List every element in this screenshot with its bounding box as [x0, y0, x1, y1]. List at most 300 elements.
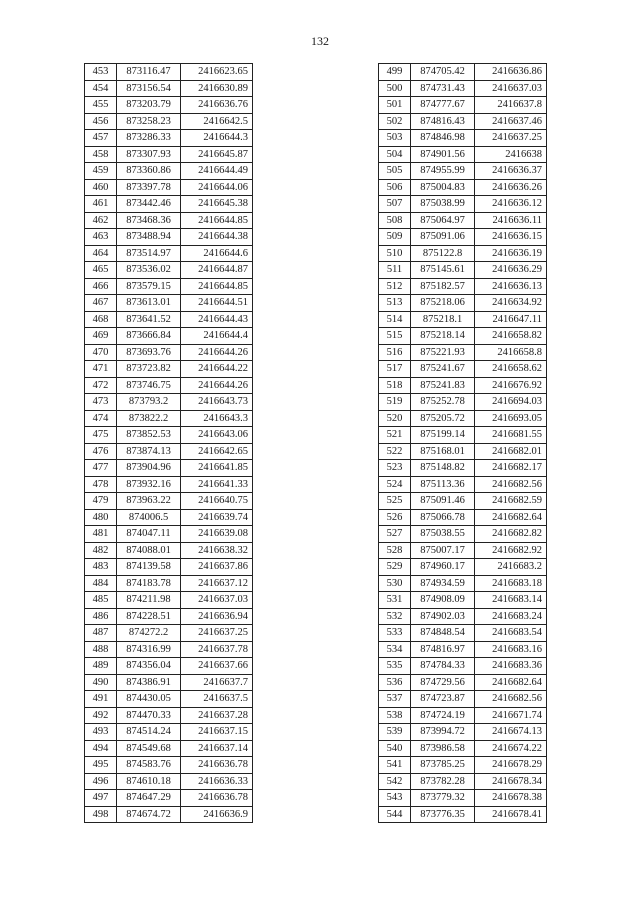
x-coordinate-cell: 873397.78 — [117, 179, 181, 196]
y-coordinate-cell: 2416623.65 — [181, 64, 253, 81]
y-coordinate-cell: 2416644.51 — [181, 295, 253, 312]
y-coordinate-cell: 2416637.12 — [181, 575, 253, 592]
point-number-cell: 471 — [85, 361, 117, 378]
y-coordinate-cell: 2416640.75 — [181, 493, 253, 510]
point-number-cell: 540 — [379, 740, 411, 757]
y-coordinate-cell: 2416641.33 — [181, 476, 253, 493]
x-coordinate-cell: 875199.14 — [411, 427, 475, 444]
x-coordinate-cell: 874430.05 — [117, 691, 181, 708]
table-row — [379, 97, 547, 114]
point-number-cell: 495 — [85, 757, 117, 774]
point-number-cell: 480 — [85, 509, 117, 526]
y-coordinate-cell: 2416682.59 — [475, 493, 547, 510]
x-coordinate-cell: 874316.99 — [117, 641, 181, 658]
y-coordinate-cell: 2416683.14 — [475, 592, 547, 609]
point-number-cell: 526 — [379, 509, 411, 526]
table-row — [379, 575, 547, 592]
x-coordinate-cell: 873468.36 — [117, 212, 181, 229]
point-number-cell: 465 — [85, 262, 117, 279]
y-coordinate-cell: 2416644.38 — [181, 229, 253, 246]
point-number-cell: 473 — [85, 394, 117, 411]
point-number-cell: 488 — [85, 641, 117, 658]
x-coordinate-cell: 874139.58 — [117, 559, 181, 576]
point-number-cell: 530 — [379, 575, 411, 592]
table-row — [379, 130, 547, 147]
point-number-cell: 475 — [85, 427, 117, 444]
x-coordinate-cell: 874784.33 — [411, 658, 475, 675]
y-coordinate-cell: 2416681.55 — [475, 427, 547, 444]
point-number-cell: 486 — [85, 608, 117, 625]
y-coordinate-cell: 2416637.66 — [181, 658, 253, 675]
x-coordinate-cell: 873785.25 — [411, 757, 475, 774]
x-coordinate-cell: 875205.72 — [411, 410, 475, 427]
y-coordinate-cell: 2416678.29 — [475, 757, 547, 774]
x-coordinate-cell: 875218.06 — [411, 295, 475, 312]
table-row — [85, 179, 253, 196]
point-number-cell: 457 — [85, 130, 117, 147]
y-coordinate-cell: 2416644.06 — [181, 179, 253, 196]
point-number-cell: 514 — [379, 311, 411, 328]
x-coordinate-cell: 873579.15 — [117, 278, 181, 295]
x-coordinate-cell: 874549.68 — [117, 740, 181, 757]
point-number-cell: 505 — [379, 163, 411, 180]
table-row — [379, 311, 547, 328]
y-coordinate-cell: 2416644.4 — [181, 328, 253, 345]
y-coordinate-cell: 2416636.78 — [181, 790, 253, 807]
x-coordinate-cell: 874183.78 — [117, 575, 181, 592]
y-coordinate-cell: 2416636.37 — [475, 163, 547, 180]
point-number-cell: 479 — [85, 493, 117, 510]
y-coordinate-cell: 2416674.13 — [475, 724, 547, 741]
x-coordinate-cell: 873307.93 — [117, 146, 181, 163]
x-coordinate-cell: 874816.43 — [411, 113, 475, 130]
x-coordinate-cell: 875091.06 — [411, 229, 475, 246]
point-number-cell: 534 — [379, 641, 411, 658]
point-number-cell: 513 — [379, 295, 411, 312]
table-row — [85, 64, 253, 81]
x-coordinate-cell: 874272.2 — [117, 625, 181, 642]
point-number-cell: 469 — [85, 328, 117, 345]
x-coordinate-cell: 874901.56 — [411, 146, 475, 163]
y-coordinate-cell: 2416644.49 — [181, 163, 253, 180]
x-coordinate-cell: 875241.67 — [411, 361, 475, 378]
table-row — [379, 592, 547, 609]
table-row — [85, 295, 253, 312]
table-row — [85, 377, 253, 394]
table-row — [85, 658, 253, 675]
point-number-cell: 481 — [85, 526, 117, 543]
point-number-cell: 524 — [379, 476, 411, 493]
point-number-cell: 454 — [85, 80, 117, 97]
table-row — [85, 311, 253, 328]
point-number-cell: 478 — [85, 476, 117, 493]
point-number-cell: 482 — [85, 542, 117, 559]
table-row — [85, 493, 253, 510]
table-row — [85, 130, 253, 147]
x-coordinate-cell: 874583.76 — [117, 757, 181, 774]
y-coordinate-cell: 2416636.11 — [475, 212, 547, 229]
point-number-cell: 502 — [379, 113, 411, 130]
y-coordinate-cell: 2416683.16 — [475, 641, 547, 658]
y-coordinate-cell: 2416676.92 — [475, 377, 547, 394]
y-coordinate-cell: 2416637.46 — [475, 113, 547, 130]
x-coordinate-cell: 875221.93 — [411, 344, 475, 361]
x-coordinate-cell: 873822.2 — [117, 410, 181, 427]
x-coordinate-cell: 875064.97 — [411, 212, 475, 229]
x-coordinate-cell: 873776.35 — [411, 806, 475, 823]
x-coordinate-cell: 874729.56 — [411, 674, 475, 691]
x-coordinate-cell: 874088.01 — [117, 542, 181, 559]
table-row — [379, 608, 547, 625]
x-coordinate-cell: 874356.04 — [117, 658, 181, 675]
y-coordinate-cell: 2416644.26 — [181, 377, 253, 394]
point-number-cell: 462 — [85, 212, 117, 229]
table-row — [379, 707, 547, 724]
point-number-cell: 503 — [379, 130, 411, 147]
x-coordinate-cell: 874934.59 — [411, 575, 475, 592]
x-coordinate-cell: 874908.09 — [411, 592, 475, 609]
y-coordinate-cell: 2416636.78 — [181, 757, 253, 774]
x-coordinate-cell: 873442.46 — [117, 196, 181, 213]
point-number-cell: 494 — [85, 740, 117, 757]
x-coordinate-cell: 874955.99 — [411, 163, 475, 180]
table-row — [85, 427, 253, 444]
y-coordinate-cell: 2416637.86 — [181, 559, 253, 576]
point-number-cell: 539 — [379, 724, 411, 741]
y-coordinate-cell: 2416637.78 — [181, 641, 253, 658]
table-row — [85, 97, 253, 114]
y-coordinate-cell: 2416636.86 — [475, 64, 547, 81]
table-row — [85, 278, 253, 295]
y-coordinate-cell: 2416644.85 — [181, 278, 253, 295]
table-row — [379, 245, 547, 262]
y-coordinate-cell: 2416643.73 — [181, 394, 253, 411]
table-row — [85, 625, 253, 642]
point-number-cell: 515 — [379, 328, 411, 345]
point-number-cell: 533 — [379, 625, 411, 642]
y-coordinate-cell: 2416630.89 — [181, 80, 253, 97]
y-coordinate-cell: 2416639.08 — [181, 526, 253, 543]
point-number-cell: 485 — [85, 592, 117, 609]
y-coordinate-cell: 2416644.26 — [181, 344, 253, 361]
table-row — [379, 377, 547, 394]
x-coordinate-cell: 875038.55 — [411, 526, 475, 543]
x-coordinate-cell: 873874.13 — [117, 443, 181, 460]
y-coordinate-cell: 2416644.6 — [181, 245, 253, 262]
x-coordinate-cell: 874674.72 — [117, 806, 181, 823]
point-number-cell: 477 — [85, 460, 117, 477]
table-row — [379, 526, 547, 543]
table-row — [85, 724, 253, 741]
y-coordinate-cell: 2416678.41 — [475, 806, 547, 823]
y-coordinate-cell: 2416683.36 — [475, 658, 547, 675]
x-coordinate-cell: 873782.28 — [411, 773, 475, 790]
x-coordinate-cell: 875148.82 — [411, 460, 475, 477]
table-row — [379, 295, 547, 312]
y-coordinate-cell: 2416682.01 — [475, 443, 547, 460]
y-coordinate-cell: 2416637.8 — [475, 97, 547, 114]
x-coordinate-cell: 875122.8 — [411, 245, 475, 262]
table-row — [85, 344, 253, 361]
table-row — [379, 625, 547, 642]
x-coordinate-cell: 875066.78 — [411, 509, 475, 526]
y-coordinate-cell: 2416682.92 — [475, 542, 547, 559]
table-row — [379, 344, 547, 361]
x-coordinate-cell: 873904.96 — [117, 460, 181, 477]
page-number: 132 — [311, 34, 329, 48]
x-coordinate-cell: 874724.19 — [411, 707, 475, 724]
y-coordinate-cell: 2416636.15 — [475, 229, 547, 246]
x-coordinate-cell: 875007.17 — [411, 542, 475, 559]
table-row — [85, 113, 253, 130]
table-row — [85, 361, 253, 378]
point-number-cell: 453 — [85, 64, 117, 81]
x-coordinate-cell: 875145.61 — [411, 262, 475, 279]
table-row — [85, 757, 253, 774]
table-row — [379, 212, 547, 229]
x-coordinate-cell: 873723.82 — [117, 361, 181, 378]
point-number-cell: 467 — [85, 295, 117, 312]
y-coordinate-cell: 2416636.94 — [181, 608, 253, 625]
y-coordinate-cell: 2416671.74 — [475, 707, 547, 724]
point-number-cell: 537 — [379, 691, 411, 708]
table-row — [85, 212, 253, 229]
point-number-cell: 527 — [379, 526, 411, 543]
table-row — [85, 460, 253, 477]
x-coordinate-cell: 875218.14 — [411, 328, 475, 345]
y-coordinate-cell: 2416638 — [475, 146, 547, 163]
table-row — [379, 229, 547, 246]
table-row — [379, 740, 547, 757]
point-number-cell: 499 — [379, 64, 411, 81]
point-number-cell: 487 — [85, 625, 117, 642]
point-number-cell: 506 — [379, 179, 411, 196]
y-coordinate-cell: 2416637.25 — [475, 130, 547, 147]
y-coordinate-cell: 2416636.26 — [475, 179, 547, 196]
x-coordinate-cell: 873488.94 — [117, 229, 181, 246]
y-coordinate-cell: 2416636.33 — [181, 773, 253, 790]
point-number-cell: 531 — [379, 592, 411, 609]
y-coordinate-cell: 2416636.29 — [475, 262, 547, 279]
y-coordinate-cell: 2416693.05 — [475, 410, 547, 427]
table-row — [85, 740, 253, 757]
y-coordinate-cell: 2416658.82 — [475, 328, 547, 345]
y-coordinate-cell: 2416682.64 — [475, 674, 547, 691]
x-coordinate-cell: 874610.18 — [117, 773, 181, 790]
point-number-cell: 466 — [85, 278, 117, 295]
point-number-cell: 510 — [379, 245, 411, 262]
point-number-cell: 520 — [379, 410, 411, 427]
table-row — [85, 509, 253, 526]
table-row — [85, 146, 253, 163]
point-number-cell: 468 — [85, 311, 117, 328]
point-number-cell: 460 — [85, 179, 117, 196]
x-coordinate-cell: 874731.43 — [411, 80, 475, 97]
y-coordinate-cell: 2416674.22 — [475, 740, 547, 757]
point-number-cell: 522 — [379, 443, 411, 460]
table-row — [85, 641, 253, 658]
x-coordinate-cell: 873116.47 — [117, 64, 181, 81]
point-number-cell: 508 — [379, 212, 411, 229]
table-row — [379, 113, 547, 130]
x-coordinate-cell: 873156.54 — [117, 80, 181, 97]
x-coordinate-cell: 874846.98 — [411, 130, 475, 147]
y-coordinate-cell: 2416637.25 — [181, 625, 253, 642]
point-number-cell: 517 — [379, 361, 411, 378]
y-coordinate-cell: 2416682.56 — [475, 476, 547, 493]
x-coordinate-cell: 874647.29 — [117, 790, 181, 807]
x-coordinate-cell: 874047.11 — [117, 526, 181, 543]
table-row — [85, 674, 253, 691]
y-coordinate-cell: 2416637.14 — [181, 740, 253, 757]
y-coordinate-cell: 2416647.11 — [475, 311, 547, 328]
x-coordinate-cell: 873793.2 — [117, 394, 181, 411]
x-coordinate-cell: 873613.01 — [117, 295, 181, 312]
point-number-cell: 463 — [85, 229, 117, 246]
y-coordinate-cell: 2416678.34 — [475, 773, 547, 790]
table-row — [85, 691, 253, 708]
x-coordinate-cell: 873258.23 — [117, 113, 181, 130]
table-row — [85, 80, 253, 97]
x-coordinate-cell: 873203.79 — [117, 97, 181, 114]
table-row — [379, 278, 547, 295]
table-row — [379, 460, 547, 477]
point-number-cell: 525 — [379, 493, 411, 510]
y-coordinate-cell: 2416678.38 — [475, 790, 547, 807]
table-row — [379, 790, 547, 807]
point-number-cell: 532 — [379, 608, 411, 625]
x-coordinate-cell: 875168.01 — [411, 443, 475, 460]
table-row — [379, 361, 547, 378]
table-row — [85, 773, 253, 790]
table-row — [379, 443, 547, 460]
coordinate-table-right — [378, 63, 547, 823]
table-row — [379, 476, 547, 493]
point-number-cell: 498 — [85, 806, 117, 823]
point-number-cell: 511 — [379, 262, 411, 279]
y-coordinate-cell: 2416682.56 — [475, 691, 547, 708]
y-coordinate-cell: 2416636.19 — [475, 245, 547, 262]
y-coordinate-cell: 2416683.24 — [475, 608, 547, 625]
y-coordinate-cell: 2416682.82 — [475, 526, 547, 543]
x-coordinate-cell: 873286.33 — [117, 130, 181, 147]
point-number-cell: 521 — [379, 427, 411, 444]
x-coordinate-cell: 874705.42 — [411, 64, 475, 81]
table-row — [85, 245, 253, 262]
table-row — [379, 806, 547, 823]
point-number-cell: 476 — [85, 443, 117, 460]
x-coordinate-cell: 874777.67 — [411, 97, 475, 114]
table-row — [85, 559, 253, 576]
point-number-cell: 518 — [379, 377, 411, 394]
y-coordinate-cell: 2416645.38 — [181, 196, 253, 213]
point-number-cell: 464 — [85, 245, 117, 262]
table-row — [379, 410, 547, 427]
table-row — [85, 443, 253, 460]
y-coordinate-cell: 2416694.03 — [475, 394, 547, 411]
x-coordinate-cell: 874228.51 — [117, 608, 181, 625]
table-row — [85, 262, 253, 279]
y-coordinate-cell: 2416682.64 — [475, 509, 547, 526]
x-coordinate-cell: 874470.33 — [117, 707, 181, 724]
x-coordinate-cell: 873360.86 — [117, 163, 181, 180]
point-number-cell: 491 — [85, 691, 117, 708]
y-coordinate-cell: 2416638.32 — [181, 542, 253, 559]
y-coordinate-cell: 2416644.43 — [181, 311, 253, 328]
point-number-cell: 490 — [85, 674, 117, 691]
y-coordinate-cell: 2416644.87 — [181, 262, 253, 279]
point-number-cell: 470 — [85, 344, 117, 361]
point-number-cell: 472 — [85, 377, 117, 394]
x-coordinate-cell: 875182.57 — [411, 278, 475, 295]
table-row — [379, 328, 547, 345]
y-coordinate-cell: 2416683.18 — [475, 575, 547, 592]
y-coordinate-cell: 2416683.2 — [475, 559, 547, 576]
table-row — [379, 559, 547, 576]
table-row — [379, 641, 547, 658]
y-coordinate-cell: 2416637.15 — [181, 724, 253, 741]
x-coordinate-cell: 873994.72 — [411, 724, 475, 741]
y-coordinate-cell: 2416643.3 — [181, 410, 253, 427]
point-number-cell: 509 — [379, 229, 411, 246]
x-coordinate-cell: 873536.02 — [117, 262, 181, 279]
table-row — [379, 262, 547, 279]
y-coordinate-cell: 2416639.74 — [181, 509, 253, 526]
point-number-cell: 474 — [85, 410, 117, 427]
y-coordinate-cell: 2416644.3 — [181, 130, 253, 147]
x-coordinate-cell: 875038.99 — [411, 196, 475, 213]
table-row — [85, 806, 253, 823]
x-coordinate-cell: 875004.83 — [411, 179, 475, 196]
table-row — [379, 427, 547, 444]
table-row — [85, 592, 253, 609]
point-number-cell: 455 — [85, 97, 117, 114]
point-number-cell: 493 — [85, 724, 117, 741]
point-number-cell: 456 — [85, 113, 117, 130]
point-number-cell: 535 — [379, 658, 411, 675]
x-coordinate-cell: 875113.36 — [411, 476, 475, 493]
table-row — [379, 658, 547, 675]
x-coordinate-cell: 874902.03 — [411, 608, 475, 625]
x-coordinate-cell: 874386.91 — [117, 674, 181, 691]
point-number-cell: 523 — [379, 460, 411, 477]
point-number-cell: 459 — [85, 163, 117, 180]
table-row — [85, 542, 253, 559]
point-number-cell: 496 — [85, 773, 117, 790]
table-row — [85, 575, 253, 592]
y-coordinate-cell: 2416643.06 — [181, 427, 253, 444]
y-coordinate-cell: 2416637.03 — [181, 592, 253, 609]
table-row — [379, 394, 547, 411]
point-number-cell: 529 — [379, 559, 411, 576]
y-coordinate-cell: 2416637.28 — [181, 707, 253, 724]
x-coordinate-cell: 875091.46 — [411, 493, 475, 510]
point-number-cell: 519 — [379, 394, 411, 411]
point-number-cell: 543 — [379, 790, 411, 807]
point-number-cell: 538 — [379, 707, 411, 724]
table-row — [379, 542, 547, 559]
table-row — [85, 790, 253, 807]
point-number-cell: 512 — [379, 278, 411, 295]
point-number-cell: 484 — [85, 575, 117, 592]
y-coordinate-cell: 2416636.9 — [181, 806, 253, 823]
table-row — [85, 476, 253, 493]
table-row — [85, 196, 253, 213]
y-coordinate-cell: 2416683.54 — [475, 625, 547, 642]
table-row — [85, 608, 253, 625]
table-row — [379, 493, 547, 510]
y-coordinate-cell: 2416636.12 — [475, 196, 547, 213]
